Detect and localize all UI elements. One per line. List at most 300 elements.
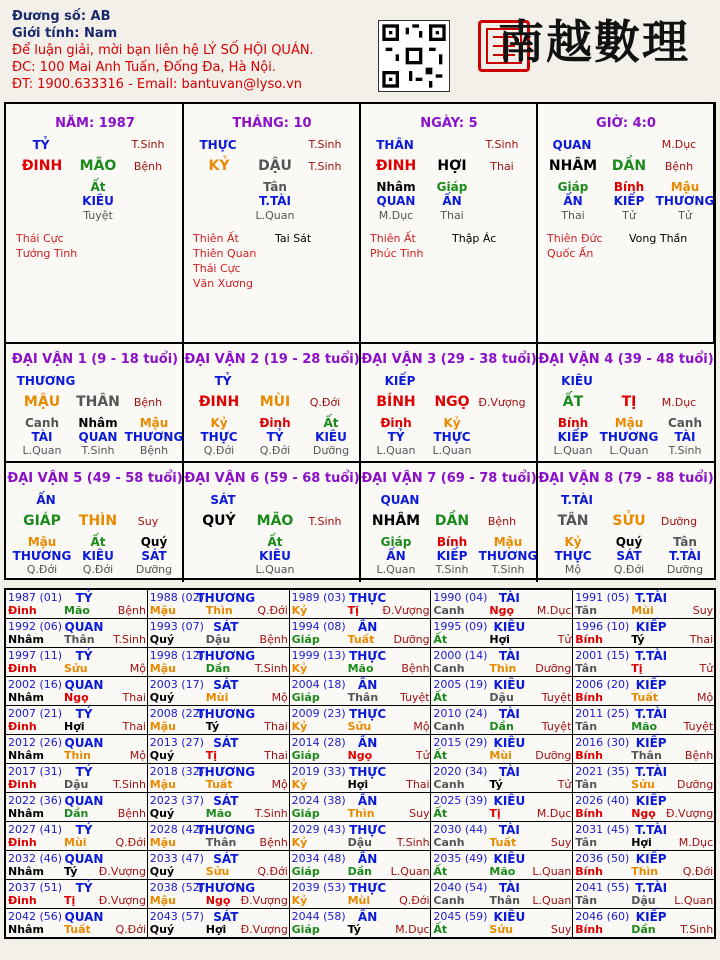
- year-stage: Tử: [415, 749, 430, 762]
- table-row: [5, 851, 715, 880]
- year-stage: L.Quan: [390, 865, 430, 878]
- cycle-stage: M.Dục: [661, 396, 697, 409]
- cycle-title: ĐẠI VẬN 5 (49 - 58 tuổi): [7, 471, 183, 486]
- cycle-title: ĐẠI VẬN 2 (19 - 28 tuổi): [184, 352, 360, 367]
- year-chi: Thìn: [489, 662, 517, 675]
- year-can: Đinh: [8, 778, 37, 791]
- hidden-stem: Đinh: [259, 416, 291, 430]
- good-star: Quốc Ấn: [547, 247, 594, 260]
- hidden-stem: Mậu: [139, 416, 169, 430]
- year-can: Tân: [575, 894, 598, 907]
- year-chi: Sửu: [489, 923, 513, 936]
- year-star: ẤN: [357, 678, 378, 692]
- year-cell: [5, 648, 147, 677]
- year-can: Canh: [433, 836, 465, 849]
- pillar-title: NGÀY: 5: [420, 116, 478, 131]
- hidden-star: KIÊU: [82, 194, 114, 208]
- year-chi: Tị: [489, 807, 501, 820]
- year-can: Nhâm: [8, 923, 44, 936]
- year-chi: Mùi: [489, 749, 512, 762]
- year-chi: Hợi: [347, 778, 369, 791]
- year-star: QUAN: [64, 678, 104, 692]
- hidden-stage: Thai: [440, 209, 464, 222]
- hidden-stem: Đinh: [380, 416, 412, 430]
- year-label: 2026 (40): [575, 794, 630, 807]
- good-star: Thiên Ất: [370, 232, 416, 245]
- year-can: Quý: [149, 691, 175, 704]
- year-star: TỶ: [75, 823, 93, 837]
- year-chi: Mùi: [347, 894, 371, 907]
- hidden-stem: Kỷ: [443, 416, 461, 430]
- table-row: [5, 589, 715, 619]
- year-chi: Tị: [205, 749, 218, 762]
- year-cell: [147, 764, 289, 793]
- year-chi: Thân: [631, 749, 662, 762]
- year-cell: [573, 880, 715, 909]
- good-star: Thái Cực: [16, 232, 64, 245]
- year-label: 1995 (09): [433, 620, 488, 633]
- year-stage: Bệnh: [259, 836, 288, 849]
- year-star: THỰC: [349, 591, 387, 605]
- hidden-star: SÁT: [616, 549, 642, 563]
- year-can: Ất: [433, 749, 448, 762]
- year-label: 2042 (56): [8, 910, 63, 923]
- cycle-chi: MÙI: [259, 394, 291, 410]
- cycle-can: TÂN: [557, 513, 589, 529]
- cycle-title: ĐẠI VẬN 8 (79 - 88 tuổi): [538, 471, 714, 486]
- year-stage: Tử: [557, 633, 572, 646]
- year-chi: Thân: [64, 633, 95, 646]
- year-label: 2005 (19): [433, 678, 488, 691]
- year-label: 2007 (21): [8, 707, 63, 720]
- year-cell: [147, 880, 289, 909]
- year-can: Giáp: [291, 633, 320, 646]
- year-stage: Thai: [264, 749, 288, 762]
- year-star: TÀI: [498, 707, 520, 721]
- year-can: Ất: [433, 691, 448, 704]
- year-stage: Đ.Vượng: [240, 894, 288, 907]
- cycle-can: BÍNH: [376, 394, 416, 410]
- year-can: Tân: [575, 836, 598, 849]
- year-cell: [147, 909, 289, 939]
- year-star: SÁT: [213, 910, 239, 924]
- year-stage: M.Dục: [678, 836, 714, 849]
- year-label: 2018 (32): [149, 765, 204, 778]
- year-star: T.TÀI: [635, 707, 668, 721]
- year-stage: M.Dục: [395, 923, 430, 936]
- hidden-stem: Kỷ: [210, 416, 228, 430]
- year-star: KIÊU: [493, 852, 526, 866]
- year-cell: [431, 677, 573, 706]
- year-stage: Đ.Vượng: [98, 865, 146, 878]
- hidden-stage: Mộ: [564, 563, 582, 576]
- year-stage: Mộ: [271, 691, 288, 704]
- hidden-stem: Giáp: [557, 180, 589, 194]
- pillar-chi: DẬU: [258, 158, 292, 174]
- hidden-star: TỶ: [266, 430, 284, 444]
- qr-code-icon: [378, 20, 450, 92]
- hidden-stem: Tân: [263, 180, 287, 194]
- hidden-stage: T.Sinh: [491, 563, 525, 576]
- cycle-star: KIẾP: [384, 374, 416, 388]
- year-chi: Ngọ: [489, 604, 515, 617]
- pillar-stage: Thai: [490, 160, 514, 173]
- pillar-can: KỶ: [208, 158, 230, 174]
- pillar-title: THÁNG: 10: [232, 116, 312, 131]
- pillar-chi: HỢI: [437, 158, 467, 174]
- year-can: Canh: [433, 894, 465, 907]
- good-star: Văn Xương: [193, 277, 253, 290]
- year-stage: Tuyệt: [541, 691, 572, 704]
- hidden-stage: L.Quan: [432, 444, 472, 457]
- year-label: 1989 (03): [291, 591, 346, 604]
- year-stage: Mộ: [413, 720, 430, 733]
- year-stage: Tuyệt: [683, 720, 714, 733]
- hidden-stage: Q.Đới: [82, 563, 114, 576]
- year-chi: Dần: [205, 662, 231, 675]
- year-stage: Dưỡng: [393, 633, 430, 646]
- year-stage: T.Sinh: [680, 923, 714, 936]
- cycle-stage: T.Sinh: [308, 515, 342, 528]
- year-star: TÀI: [498, 649, 520, 663]
- year-label: 1990 (04): [433, 591, 488, 604]
- year-chi: Tuất: [64, 923, 91, 936]
- table-row: [5, 735, 715, 764]
- year-can: Ất: [433, 807, 448, 820]
- year-label: 2029 (43): [291, 823, 346, 836]
- year-cell: [289, 822, 431, 851]
- year-stage: Đ.Vượng: [240, 923, 288, 936]
- year-can: Nhâm: [8, 749, 44, 762]
- year-chi: Mùi: [64, 836, 87, 849]
- year-label: 2000 (14): [433, 649, 488, 662]
- cycle-star: QUAN: [380, 493, 420, 507]
- year-chi: Sửu: [631, 778, 655, 791]
- year-cell: [431, 822, 573, 851]
- year-label: 2019 (33): [291, 765, 346, 778]
- cycle-can: MẬU: [23, 394, 61, 410]
- year-star: KIẾP: [635, 852, 667, 866]
- year-can: Đinh: [8, 662, 37, 675]
- year-stage: Bệnh: [684, 749, 714, 762]
- hidden-stem: Canh: [668, 416, 702, 430]
- year-chi: Tý: [347, 923, 361, 936]
- year-label: 2044 (58): [291, 910, 346, 923]
- year-star: KIẾP: [635, 736, 667, 750]
- year-stage: Q.Đới: [682, 865, 714, 878]
- cycle-7: [360, 463, 538, 582]
- year-cell: [147, 677, 289, 706]
- pillar-can: ĐINH: [21, 158, 63, 174]
- year-stage: Q.Đới: [399, 894, 430, 907]
- hidden-stem: Bính: [436, 535, 468, 549]
- year-can: Tân: [575, 604, 598, 617]
- cycle-4: [537, 344, 715, 463]
- year-cell: [289, 735, 431, 764]
- table-row: [5, 880, 715, 909]
- year-label: 1998 (12): [149, 649, 204, 662]
- cycle-stage: Suy: [137, 515, 159, 528]
- pillar-top-stage: T.Sinh: [485, 138, 519, 151]
- hidden-star: ẤN: [442, 194, 462, 208]
- hidden-stem: Ất: [267, 535, 283, 549]
- hidden-star: KIẾP: [613, 194, 645, 208]
- cycle-stage: Bệnh: [487, 515, 517, 528]
- year-cell: [5, 822, 147, 851]
- pillar-top-stage: M.Dục: [661, 138, 697, 151]
- year-cell: [5, 851, 147, 880]
- year-chi: Thân: [347, 691, 379, 704]
- year-label: 2004 (18): [291, 678, 346, 691]
- cycle-stage: Q.Đới: [309, 396, 341, 409]
- year-can: Kỷ: [291, 836, 308, 849]
- pillar-top-stage: T.Sinh: [131, 138, 165, 151]
- year-chi: Tị: [631, 662, 643, 675]
- year-chi: Mùi: [205, 691, 229, 704]
- year-stage: Mộ: [129, 749, 146, 762]
- year-label: 2038 (52): [149, 881, 204, 894]
- hidden-star: QUAN: [78, 430, 118, 444]
- year-label: 2037 (51): [8, 881, 63, 894]
- hidden-stage: Dưỡng: [666, 563, 704, 576]
- year-can: Quý: [149, 865, 175, 878]
- year-cell: [431, 619, 573, 648]
- hidden-stem: Ất: [323, 416, 339, 430]
- year-chi: Ngọ: [347, 749, 373, 762]
- hidden-star: KIÊU: [259, 549, 291, 563]
- contact-line-1: Để luận giải, mời bạn liên hệ LÝ SỐ HỘI QUÁN.: [12, 43, 314, 58]
- year-star: THƯƠNG: [196, 765, 256, 779]
- year-cell: [289, 793, 431, 822]
- year-cell: [147, 822, 289, 851]
- year-star: KIÊU: [493, 620, 526, 634]
- year-label: 2023 (37): [149, 794, 204, 807]
- year-chi: Dần: [64, 807, 89, 820]
- year-cell: [5, 619, 147, 648]
- year-label: 2011 (25): [575, 707, 630, 720]
- year-cell: [431, 706, 573, 735]
- year-stage: Mộ: [129, 662, 146, 675]
- year-chi: Hợi: [489, 633, 510, 646]
- year-chi: Dần: [347, 865, 372, 878]
- year-stage: Tử: [557, 778, 572, 791]
- year-cell: [147, 735, 289, 764]
- hidden-star: TÀI: [674, 430, 696, 444]
- cycle-title: ĐẠI VẬN 4 (39 - 48 tuổi): [538, 352, 714, 367]
- year-star: KIẾP: [635, 794, 667, 808]
- year-cell: [431, 589, 573, 619]
- year-stage: Thai: [689, 633, 714, 646]
- table-row: [5, 909, 715, 939]
- pillar-3: [360, 104, 538, 344]
- year-chi: Ngọ: [205, 894, 231, 907]
- pillar-4: [537, 104, 715, 344]
- year-star: THƯƠNG: [196, 591, 256, 605]
- year-stage: Mộ: [271, 778, 288, 791]
- year-star: TỶ: [75, 707, 93, 721]
- hidden-stage: L.Quan: [553, 444, 593, 457]
- year-cell: [431, 735, 573, 764]
- year-stage: Thai: [264, 720, 288, 733]
- year-can: Kỷ: [291, 894, 308, 907]
- year-can: Nhâm: [8, 633, 44, 646]
- year-cell: [431, 648, 573, 677]
- hidden-stem: Mậu: [670, 180, 700, 194]
- year-stage: Thai: [122, 691, 146, 704]
- year-star: ẤN: [357, 620, 378, 634]
- year-label: 2012 (26): [8, 736, 63, 749]
- cycle-stage: Dưỡng: [660, 515, 698, 528]
- year-can: Kỷ: [291, 778, 308, 791]
- year-cell: [289, 880, 431, 909]
- so-label: Đương số: AB: [12, 9, 111, 24]
- year-stage: Suy: [409, 807, 430, 820]
- cycle-chi: THÌN: [78, 513, 118, 529]
- year-label: 2022 (36): [8, 794, 63, 807]
- year-label: 2027 (41): [8, 823, 63, 836]
- header-info: [12, 8, 372, 93]
- year-stage: Q.Đới: [115, 836, 146, 849]
- year-can: Đinh: [8, 836, 37, 849]
- year-star: THỰC: [349, 823, 387, 837]
- year-chi: Dần: [489, 720, 514, 733]
- pillar-chi: MÃO: [79, 158, 117, 174]
- cycle-5: [6, 463, 184, 582]
- hidden-stage: Dưỡng: [135, 563, 173, 576]
- year-cell: [431, 880, 573, 909]
- year-cell: [431, 909, 573, 939]
- year-can: Bính: [575, 633, 604, 646]
- cycle-star: SÁT: [210, 493, 236, 507]
- year-star: T.TÀI: [635, 881, 668, 895]
- hidden-star: TỶ: [387, 430, 405, 444]
- year-stage: Q.Đới: [257, 604, 288, 617]
- year-stage: Suy: [692, 604, 714, 617]
- hidden-stage: M.Dục: [378, 209, 414, 222]
- hidden-star: QUAN: [376, 194, 416, 208]
- year-label: 1988 (02): [149, 591, 204, 604]
- hidden-stem: Ất: [90, 180, 106, 194]
- year-can: Mậu: [149, 778, 176, 791]
- year-chi: Dậu: [347, 836, 372, 849]
- year-label: 2039 (53): [291, 881, 346, 894]
- cycle-can: GIÁP: [23, 513, 61, 529]
- year-chi: Dậu: [64, 778, 89, 791]
- year-cell: [147, 648, 289, 677]
- gioitinh-label: Giới tính: Nam: [12, 26, 118, 41]
- year-chi: Mão: [347, 662, 374, 675]
- year-stage: Mộ: [696, 691, 714, 704]
- year-cell: [431, 793, 573, 822]
- year-label: 1991 (05): [575, 591, 630, 604]
- year-stage: Bệnh: [259, 633, 288, 646]
- pillar-stage: Bệnh: [133, 160, 163, 173]
- year-label: 2045 (59): [433, 910, 488, 923]
- cycle-chi: DẦN: [434, 513, 470, 529]
- year-chi: Tý: [64, 865, 78, 878]
- year-stage: Tuyệt: [399, 691, 430, 704]
- year-stage: Đ.Vượng: [665, 807, 714, 820]
- year-cell: [289, 589, 431, 619]
- year-cell: [573, 589, 715, 619]
- hidden-stem: Kỷ: [564, 535, 582, 549]
- year-chi: Mão: [631, 720, 658, 733]
- year-stage: T.Sinh: [396, 836, 430, 849]
- year-cell: [573, 706, 715, 735]
- year-star: THỰC: [349, 765, 387, 779]
- cycle-3: [360, 344, 538, 463]
- year-cell: [289, 909, 431, 939]
- year-label: 2036 (50): [575, 852, 630, 865]
- good-star: Thái Cực: [193, 262, 241, 275]
- year-label: 2003 (17): [149, 678, 204, 691]
- bad-star: Tai Sát: [275, 232, 312, 245]
- year-cell: [5, 880, 147, 909]
- year-cell: [573, 851, 715, 880]
- cycle-chi: MÃO: [256, 513, 294, 529]
- hidden-star: THƯƠNG: [478, 549, 538, 563]
- hidden-stem: Quý: [140, 535, 168, 549]
- year-stage: Dưỡng: [677, 778, 714, 791]
- year-star: TỶ: [75, 649, 93, 663]
- hidden-star: THỰC: [554, 549, 592, 563]
- year-star: THỰC: [349, 881, 387, 895]
- year-can: Tân: [575, 662, 598, 675]
- year-can: Bính: [575, 923, 604, 936]
- hidden-star: THƯƠNG: [599, 430, 659, 444]
- pillar-1: [6, 104, 184, 344]
- year-stage: Tuyệt: [541, 720, 572, 733]
- year-cell: [289, 851, 431, 880]
- year-star: T.TÀI: [635, 823, 668, 837]
- year-can: Kỷ: [291, 720, 308, 733]
- year-label: 2032 (46): [8, 852, 63, 865]
- year-chi: Tuất: [631, 691, 658, 704]
- year-can: Bính: [575, 691, 604, 704]
- year-chi: Ngọ: [64, 691, 89, 704]
- year-label: 1992 (06): [8, 620, 63, 633]
- year-star: QUAN: [64, 910, 104, 924]
- hidden-star: THƯƠNG: [124, 430, 184, 444]
- hidden-star: KIẾP: [436, 549, 468, 563]
- year-label: 1996 (10): [575, 620, 630, 633]
- year-chi: Mão: [64, 604, 90, 617]
- year-star: QUAN: [64, 852, 104, 866]
- hidden-stage: Q.Đới: [259, 444, 291, 457]
- year-stage: Bệnh: [117, 604, 146, 617]
- year-table: [4, 588, 716, 939]
- year-star: QUAN: [64, 736, 104, 750]
- pillar-top-star: QUAN: [552, 138, 592, 152]
- year-label: 2028 (42): [149, 823, 204, 836]
- year-star: TỶ: [75, 881, 93, 895]
- year-chi: Sửu: [64, 662, 88, 675]
- pillar-title: NĂM: 1987: [55, 116, 135, 131]
- good-star: Thiên Ất: [193, 232, 239, 245]
- hidden-star: KIÊU: [315, 430, 347, 444]
- year-can: Quý: [149, 633, 175, 646]
- year-cell: [573, 822, 715, 851]
- year-star: TỶ: [75, 765, 93, 779]
- year-cell: [289, 677, 431, 706]
- pillar-stage: T.Sinh: [308, 160, 342, 173]
- cycle-6: [183, 463, 361, 582]
- year-label: 2017 (31): [8, 765, 63, 778]
- year-label: 2046 (60): [575, 910, 630, 923]
- year-stage: Bệnh: [117, 807, 146, 820]
- year-can: Mậu: [149, 604, 176, 617]
- year-cell: [5, 909, 147, 939]
